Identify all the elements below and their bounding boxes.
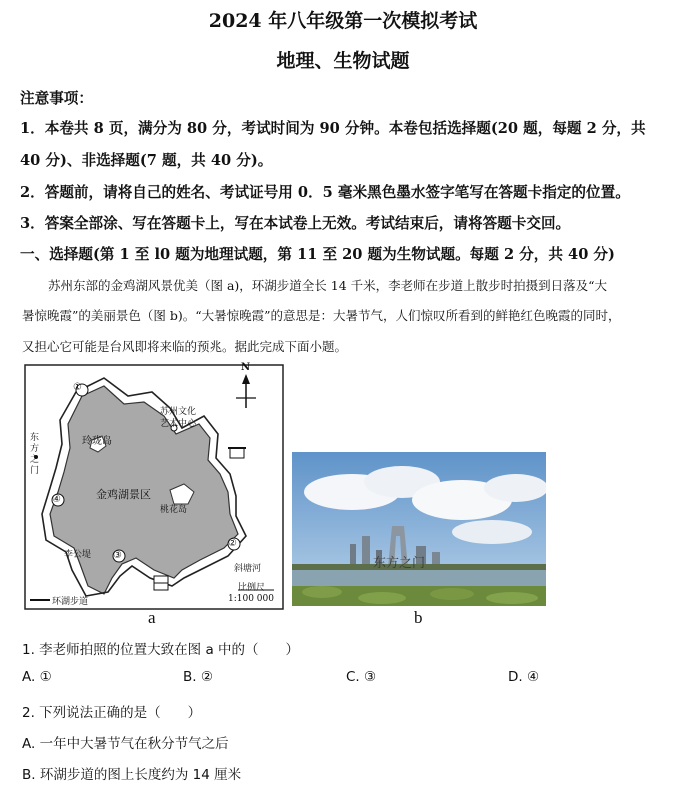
culture-center-line2: 艺术中心 <box>160 419 197 429</box>
east-gate-4: 门 <box>30 466 40 476</box>
north-label: N <box>241 362 251 373</box>
xietang-label: 斜塘河 <box>234 564 262 574</box>
q1-option-c[interactable]: C. ③ <box>346 669 377 685</box>
culture-center-line1: 苏州文化 <box>160 407 197 417</box>
legend-label: 环湖步道 <box>52 597 89 607</box>
q1-option-b[interactable]: B. ② <box>183 669 213 685</box>
point-4: ④ <box>52 494 61 505</box>
east-gate-1: 东 <box>30 433 40 443</box>
exam-title: 2024 年八年级第一次模拟考试 <box>208 10 478 32</box>
photo-sign: 东方之门 <box>373 556 426 571</box>
exam-subtitle: 地理、生物试题 <box>276 50 410 72</box>
point-2: ② <box>228 538 237 549</box>
section-heading: 一、选择题(第 1 至 l0 题为地理试题，第 11 至 20 题为生物试题。每题 2 分，共 40 分) <box>20 246 615 263</box>
building-icon <box>228 448 246 458</box>
scale-value: 1:100 000 <box>228 594 274 604</box>
lake-photo <box>292 452 546 606</box>
q2-option-a[interactable]: A. 一年中大暑节气在秋分节气之后 <box>22 736 229 752</box>
point-3: ③ <box>113 550 122 561</box>
figure-b-caption: b <box>414 608 423 627</box>
east-gate-2: 方 <box>30 444 40 454</box>
notice-item1-line1: 1．本卷共 8 页，满分为 80 分，考试时间为 90 分钟。本卷包括选择题(20 题，每题 2 分，共 <box>20 120 646 137</box>
question-2-stem: 2. 下列说法正确的是（ ） <box>22 705 202 721</box>
pavilion-icon <box>154 576 168 590</box>
point-1: ① <box>73 382 82 393</box>
figure-a-caption: a <box>148 608 156 627</box>
q2-option-b[interactable]: B. 环湖步道的图上长度约为 14 厘米 <box>22 767 242 783</box>
scale-label: 比例尺 <box>238 583 266 593</box>
passage-line1: 苏州东部的金鸡湖风景优美（图 a)，环湖步道全长 14 千米，李老师在步道上散步时拍摄到日落及“大 <box>48 278 608 293</box>
notice-item2: 2．答题前，请将自己的姓名、考试证号用 0．5 毫米黑色墨水签字笔写在答题卡指定的位置。 <box>20 184 630 201</box>
lake-label: 金鸡湖景区 <box>96 488 151 501</box>
ligongdi-label: 李公堤 <box>64 550 92 560</box>
q1-option-d[interactable]: D. ④ <box>508 669 540 685</box>
notice-item3: 3．答案全部涂、写在答题卡上，写在本试卷上无效。考试结束后，请将答题卡交回。 <box>20 215 571 232</box>
question-1-stem: 1. 李老师拍照的位置大致在图 a 中的（ ） <box>22 642 300 658</box>
taohua-island-label: 桃花岛 <box>160 505 188 515</box>
east-gate-3: 之 <box>30 455 40 465</box>
linglong-island-label: 玲珑岛 <box>82 436 112 447</box>
notice-heading: 注意事项： <box>20 90 93 107</box>
passage-line3: 又担心它可能是台风即将来临的预兆。据此完成下面小题。 <box>22 339 348 354</box>
notice-item1-line2: 40 分)、非选择题(7 题，共 40 分)。 <box>20 152 273 169</box>
passage-line2: 暑惊晚霞”的美丽景色（图 b)。“大暑惊晚霞”的意思是：大暑节气，人们惊叹所看到的鲜艳红色晚霞的同时， <box>22 308 621 323</box>
q1-option-a[interactable]: A. ① <box>22 669 52 685</box>
